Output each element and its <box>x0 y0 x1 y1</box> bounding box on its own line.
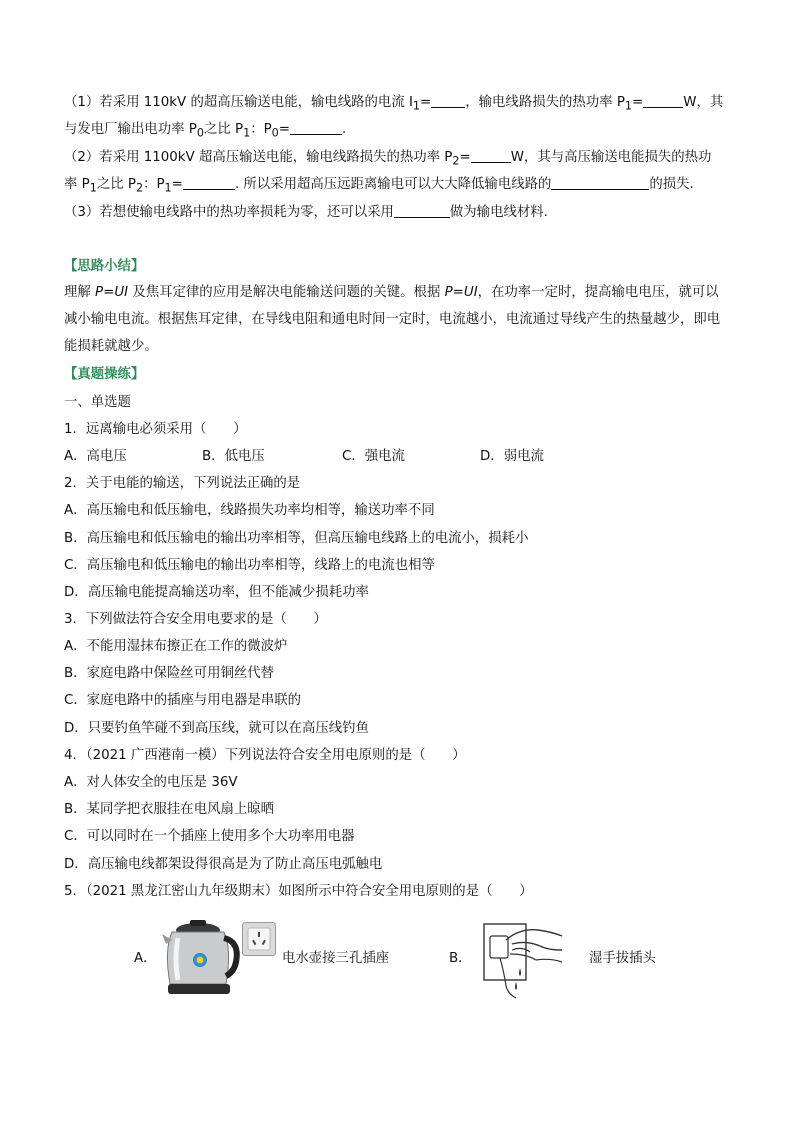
question-1-stem: 1．远离输电必须采用（ ） <box>64 422 247 437</box>
formula-p-ui: P=UI <box>95 285 129 300</box>
question-5-figure-row <box>0 906 794 1006</box>
option-d[interactable]: D．高压输电能提高输送功率，但不能减少损耗功率 <box>64 585 369 600</box>
formula-p-ui: P=UI <box>444 285 478 300</box>
answer-blank[interactable] <box>290 121 342 135</box>
option-d[interactable]: D．弱电流 <box>480 449 544 464</box>
option-a[interactable]: A． <box>134 951 157 966</box>
option-b[interactable]: B．高压输电和低压输电的输出功率相等，但高压输电线路上的电流小，损耗小 <box>64 531 529 546</box>
question-1-options <box>64 448 544 466</box>
option-c[interactable]: C．可以同时在一个插座上使用多个大功率用电器 <box>64 829 355 844</box>
section-title: 一、单选题 <box>64 395 131 410</box>
option-c[interactable]: C．高压输电和低压输电的输出功率相等，线路上的电流也相等 <box>64 558 435 573</box>
practice-heading: 【真题操练】 <box>64 367 145 382</box>
option-a[interactable]: A．高压输电和低压输电，线路损失功率均相等，输送功率不同 <box>64 503 435 518</box>
part-question-3-line-1: （3）若想使输电线路中的热功率损耗为零，还可以采用 做为输电线材料. <box>64 205 548 220</box>
answer-blank[interactable] <box>643 94 683 108</box>
electric-kettle-image <box>160 910 240 1000</box>
option-b[interactable]: B．低电压 <box>202 449 265 464</box>
question-4-stem: 4．（2021 广西港南一模）下列说法符合安全用电原则的是（ ） <box>64 748 466 763</box>
option-b-caption: 湿手拔插头 <box>589 951 656 966</box>
option-c[interactable]: C．强电流 <box>342 449 405 464</box>
summary-heading: 【思路小结】 <box>64 259 145 274</box>
wet-hand-unplug-image <box>476 910 572 1002</box>
summary-paragraph: 理解 P=UI 及焦耳定律的应用是解决电能输送问题的关键。根据 P=UI，在功率一定时，提高输电电压，就可以减小输电电流。根据焦耳定律，在导线电阻和通电时间一定时，电流越小，电流通过导线产生的热量越少，即电能损耗就越少。 <box>64 285 721 354</box>
option-a[interactable]: A．对人体安全的电压是 36V <box>64 775 238 790</box>
option-b[interactable]: B．某同学把衣服挂在电风扇上晾晒 <box>64 802 275 817</box>
part-question-2-line-2: 率 $P_1$之比 $P_2$：$P_1=$ . 所以采用超高压远距离输电可以大大降低输电线路的 的损失. <box>64 177 694 195</box>
part-question-1-line-2: 与发电厂输出电功率 $P_0$之比 $P_1$：$P_0=$ . <box>64 122 347 140</box>
question-2-stem: 2．关于电能的输送，下列说法正确的是 <box>64 476 301 491</box>
answer-blank[interactable] <box>431 94 465 108</box>
option-a[interactable]: A．高电压 <box>64 449 127 464</box>
answer-blank[interactable] <box>394 204 450 218</box>
option-b[interactable]: B．家庭电路中保险丝可用铜丝代替 <box>64 666 275 681</box>
three-hole-socket-image <box>242 922 276 956</box>
option-a[interactable]: A．不能用湿抹布擦正在工作的微波炉 <box>64 639 288 654</box>
question-3-stem: 3．下列做法符合安全用电要求的是（ ） <box>64 612 327 627</box>
option-b[interactable]: B． <box>449 951 472 966</box>
option-d[interactable]: D．只要钓鱼竿碰不到高压线，就可以在高压线钓鱼 <box>64 721 369 736</box>
answer-blank[interactable] <box>471 149 511 163</box>
answer-blank[interactable] <box>183 176 235 190</box>
option-c[interactable]: C．家庭电路中的插座与用电器是串联的 <box>64 693 301 708</box>
answer-blank[interactable] <box>551 176 649 190</box>
option-d[interactable]: D．高压输电线都架设得很高是为了防止高压电弧触电 <box>64 857 383 872</box>
question-5-stem: 5．（2021 黑龙江密山九年级期末）如图所示中符合安全用电原则的是（ ） <box>64 884 533 899</box>
part-question-1-line-1: （1）若采用 110kV 的超高压输送电能，输电线路的电流 $I_1=$ ，输电线路损失的热功率 $P_1= W$，其 <box>64 95 724 113</box>
option-a-caption: 电水壶接三孔插座 <box>282 951 390 966</box>
part-question-2-line-1: （2）若采用 1100kV 超高压输送电能，输电线路损失的热功率 $P_2= W$，其与高压输送电能损失的热功 <box>64 150 712 168</box>
